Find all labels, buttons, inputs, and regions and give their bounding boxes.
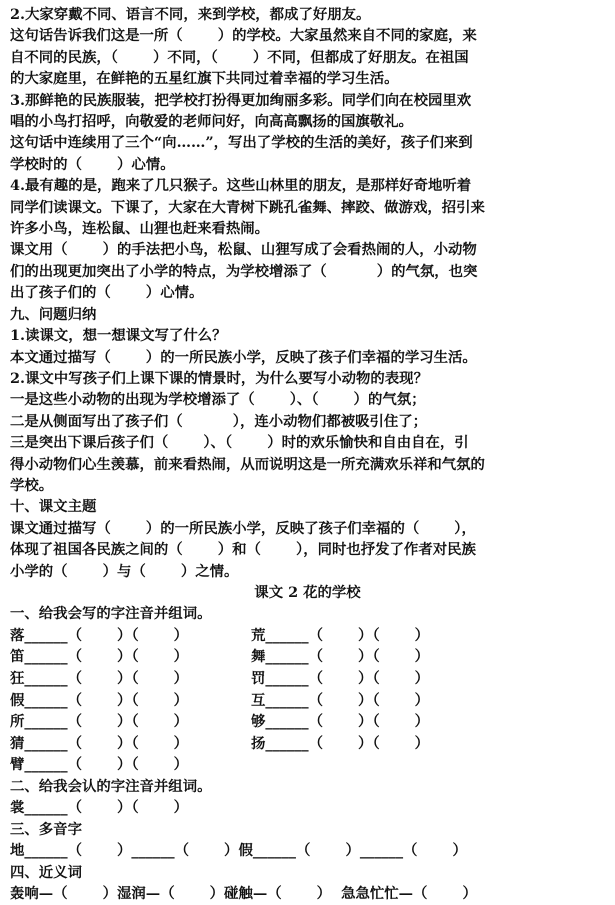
vocab-row — [10, 625, 605, 647]
vocab-row — [10, 733, 605, 755]
vocab-row — [10, 754, 605, 776]
vocab-item: 互______（ ）（ ） — [251, 691, 430, 709]
text-line: 这句话告诉我们这是一所（ ）的学校。大家虽然来自不同的家庭，来 — [10, 27, 477, 45]
text-line: 三是突出下课后孩子们（ ）、（ ）时的欢乐愉快和自由自在，引 — [10, 434, 469, 452]
text-line: 许多小鸟，连松鼠、山狸也赶来看热闹。 — [10, 220, 270, 238]
vocab-item: 臂______（ ）（ ） — [10, 756, 189, 774]
text-line: 们的出现更加突出了小学的特点，为学校增添了（ ）的气氛，也突 — [10, 262, 478, 280]
text-line: 学校。 — [10, 476, 54, 494]
section-heading-read-chars: 二、给我会认的字注音并组词。 — [10, 777, 212, 795]
text-line: 小学的（ ）与（ ）之情。 — [10, 562, 239, 580]
text-line: 3.那鲜艳的民族服装，把学校打扮得更加绚丽多彩。同学们向在校园里欢 — [10, 91, 472, 109]
text-line: 九、问题归纳 — [10, 305, 97, 323]
text-line: 课文用（ ）的手法把小鸟，松鼠、山狸写成了会看热闹的人，小动物 — [10, 241, 477, 259]
text-line: 2.课文中写孩子们上课下课的情景时，为什么要写小动物的表现？ — [10, 369, 428, 387]
vocab-item: 罚______（ ）（ ） — [251, 669, 430, 687]
vocab-item: 猜______（ ）（ ） — [10, 734, 189, 752]
text-line: 同学们读课文。下课了，大家在大青树下跳孔雀舞、摔跤、做游戏，招引来 — [10, 198, 485, 216]
polyphone-row: 地______（ ）______（ ）假______（ ）______（ ） — [10, 842, 467, 860]
text-line: 十、课文主题 — [10, 498, 97, 516]
section-heading-write-chars: 一、给我会写的字注音并组词。 — [10, 605, 212, 623]
text-line: 本文通过描写（ ）的一所民族小学，反映了孩子们幸福的学习生活。 — [10, 348, 477, 366]
text-line: 4.最有趣的是，跑来了几只猴子。这些山林里的朋友，是那样好奇地听着 — [10, 177, 472, 195]
text-line: 二是从侧面写出了孩子们（ ），连小动物们都被吸引住了； — [10, 412, 428, 430]
text-line: 学校时的（ ）心情。 — [10, 155, 175, 173]
vocab-item: 假______（ ）（ ） — [10, 691, 189, 709]
vocab-row — [10, 711, 605, 733]
section-heading-polyphones: 三、多音字 — [10, 820, 82, 838]
text-line: 课文通过描写（ ）的一所民族小学，反映了孩子们幸福的（ ）， — [10, 519, 476, 537]
text-line: 体现了祖国各民族之间的（ ）和（ ），同时也抒发了作者对民族 — [10, 541, 476, 559]
vocab-item: 落______（ ）（ ） — [10, 626, 189, 644]
text-line: 出了孩子们的（ ）心情。 — [10, 284, 204, 302]
text-line: 得小动物们心生羡慕，前来看热闹，从而说明这是一所充满欢乐祥和气氛的 — [10, 455, 485, 473]
vocab-row — [10, 668, 605, 690]
text-line: 1.读课文，想一想课文写了什么？ — [10, 327, 227, 345]
lesson-title: 课文 2 花的学校 — [254, 583, 361, 601]
vocab-table — [10, 625, 605, 776]
section-heading-synonyms: 四、近义词 — [10, 863, 82, 881]
vocab-item: 狂______（ ）（ ） — [10, 669, 189, 687]
text-line: 唱的小鸟打招呼，向敬爱的老师问好，向高高飘扬的国旗敬礼。 — [10, 113, 413, 131]
vocab-item: 所______（ ）（ ） — [10, 713, 189, 731]
vocab-row — [10, 646, 605, 668]
text-line: 的大家庭里，在鲜艳的五星红旗下共同过着幸福的学习生活。 — [10, 70, 399, 88]
vocab-row-read: 裳______（ ）（ ） — [10, 799, 189, 817]
vocab-item: 荒______（ ）（ ） — [251, 626, 430, 644]
vocab-item: 扬______（ ）（ ） — [251, 734, 430, 752]
vocab-item: 舞______（ ）（ ） — [251, 648, 430, 666]
vocab-item: 笛______（ ）（ ） — [10, 648, 189, 666]
text-line: 自不同的民族，（ ）不同，（ ）不同，但都成了好朋友。在祖国 — [10, 48, 469, 66]
vocab-item: 够______（ ）（ ） — [251, 713, 430, 731]
text-line: 一是这些小动物的出现为学校增添了（ ）、（ ）的气氛； — [10, 391, 426, 409]
text-line: 2.大家穿戴不同、语言不同，来到学校，都成了好朋友。 — [10, 6, 371, 23]
text-line: 这句话中连续用了三个“向……”，写出了学校的生活的美好，孩子们来到 — [10, 134, 473, 152]
text-block — [10, 4, 605, 582]
vocab-row — [10, 690, 605, 712]
synonym-row: 轰响—（ ）湿润—（ ）碰触—（ ） 急急忙忙—（ ） — [10, 885, 477, 903]
